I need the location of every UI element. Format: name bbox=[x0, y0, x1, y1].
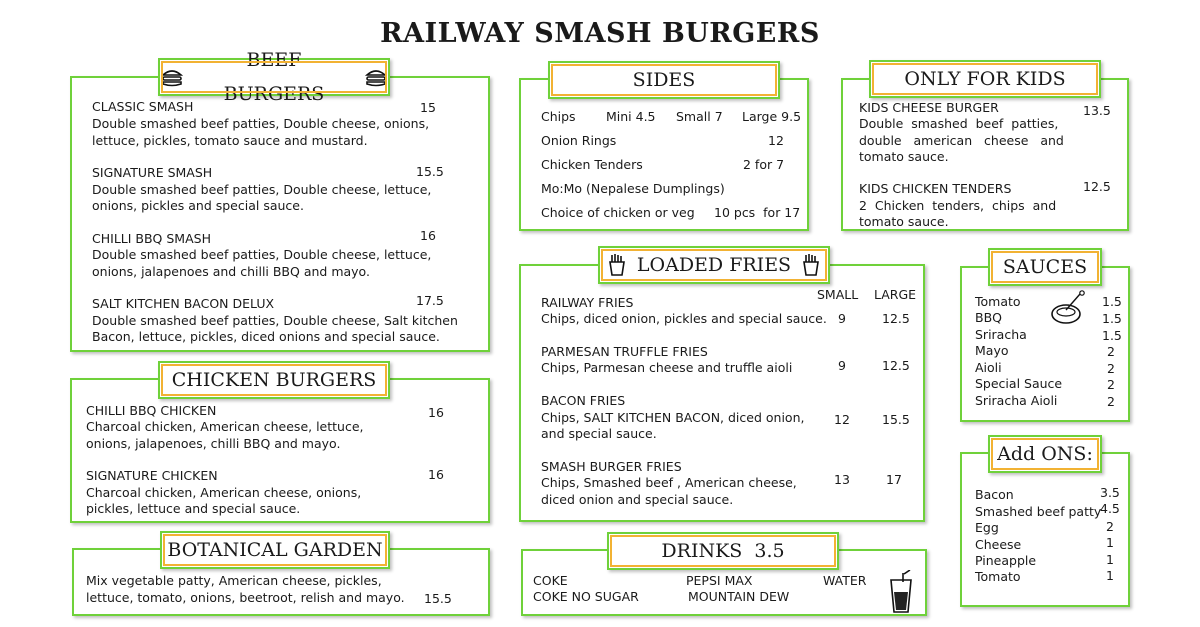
sauce-item: Sriracha bbox=[975, 327, 1027, 342]
burger-icon bbox=[160, 66, 184, 88]
addon-item: Tomato bbox=[975, 569, 1021, 584]
side-chips: Chips bbox=[541, 109, 576, 124]
side-chips-small: Small 7 bbox=[676, 109, 723, 124]
chicken-burgers-header bbox=[158, 361, 390, 399]
fries-small-price: 9 bbox=[838, 358, 846, 373]
menu-item-desc: tomato sauce. bbox=[859, 214, 949, 229]
drink-item: PEPSI MAX bbox=[686, 573, 753, 588]
side-chips-large: Large 9.5 bbox=[742, 109, 802, 124]
menu-item-name: CHILLI BBQ CHICKEN bbox=[86, 403, 217, 418]
menu-item-desc: onions, pickles and special sauce. bbox=[92, 198, 304, 213]
menu-item-name: PARMESAN TRUFFLE FRIES bbox=[541, 344, 708, 359]
menu-item-desc: Double smashed beef patties, Double cheese, Salt kitchen bbox=[92, 313, 458, 328]
menu-item-desc: lettuce, pickles, tomato sauce and mustard. bbox=[92, 133, 368, 148]
beef-burgers-title: BEEF BURGERS bbox=[223, 49, 325, 105]
addon-price: 2 bbox=[1106, 519, 1114, 534]
drink-item: WATER bbox=[823, 573, 867, 588]
sauce-price: 2 bbox=[1107, 394, 1115, 409]
fries-large-price: 12.5 bbox=[882, 358, 910, 373]
fries-col-small: SMALL bbox=[817, 287, 859, 302]
menu-item-desc: double american cheese and bbox=[859, 133, 1064, 148]
kids-header bbox=[869, 60, 1101, 98]
addon-price: 1 bbox=[1106, 568, 1114, 583]
menu-item-price: 15.5 bbox=[416, 164, 444, 179]
menu-item-desc: Chips, diced onion, pickles and special sauce. bbox=[541, 311, 827, 326]
sauce-item: Sriracha Aioli bbox=[975, 393, 1058, 408]
menu-item-desc: Chips, Smashed beef , American cheese, bbox=[541, 475, 797, 490]
side-chicken-tenders-price: 2 for 7 bbox=[743, 157, 785, 172]
side-onion-rings-price: 12 bbox=[768, 133, 784, 148]
fries-small-price: 13 bbox=[834, 472, 850, 487]
menu-item-price: 16 bbox=[428, 467, 444, 482]
fries-small-price: 9 bbox=[838, 311, 846, 326]
menu-item-desc: Chips, Parmesan cheese and truffle aioli bbox=[541, 360, 793, 375]
addon-item: Smashed beef patty bbox=[975, 504, 1102, 519]
sauce-price: 2 bbox=[1107, 377, 1115, 392]
menu-item-desc: diced onion and special sauce. bbox=[541, 492, 734, 507]
burger-icon bbox=[364, 66, 388, 88]
menu-item-desc: Chips, SALT KITCHEN BACON, diced onion, bbox=[541, 410, 805, 425]
fries-col-large: LARGE bbox=[874, 287, 917, 302]
menu-item-price: 13.5 bbox=[1083, 103, 1111, 118]
menu-item-name: BACON FRIES bbox=[541, 393, 626, 408]
menu-item-desc: Charcoal chicken, American cheese, lettuce, bbox=[86, 419, 364, 434]
addon-price: 1 bbox=[1106, 535, 1114, 550]
sauce-price: 1.5 bbox=[1102, 294, 1122, 309]
chicken-burgers-title: CHICKEN BURGERS bbox=[171, 369, 377, 391]
menu-item-desc: pickles, lettuce and special sauce. bbox=[86, 501, 301, 516]
sauces-header bbox=[988, 248, 1102, 286]
menu-item-desc: 2 Chicken tenders, chips and bbox=[859, 198, 1057, 213]
menu-item-name: CHILLI BBQ SMASH bbox=[92, 231, 211, 246]
menu-item-name: CLASSIC SMASH bbox=[92, 99, 194, 114]
menu-item-desc: onions, jalapenoes, chilli BBQ and mayo. bbox=[86, 436, 341, 451]
menu-item-price: 16 bbox=[428, 405, 444, 420]
sauce-price: 2 bbox=[1107, 361, 1115, 376]
beef-burgers-header bbox=[158, 49, 390, 105]
menu-item-name: KIDS CHICKEN TENDERS bbox=[859, 181, 1012, 196]
addon-price: 4.5 bbox=[1100, 501, 1120, 516]
sauce-item: Mayo bbox=[975, 343, 1009, 358]
fries-large-price: 15.5 bbox=[882, 412, 910, 427]
sauce-price: 2 bbox=[1107, 344, 1115, 359]
menu-item-price: 12.5 bbox=[1083, 179, 1111, 194]
side-chips-mini: Mini 4.5 bbox=[606, 109, 656, 124]
menu-title: RAILWAY SMASH BURGERS bbox=[380, 18, 820, 49]
botanical-garden-header bbox=[160, 531, 390, 569]
loaded-fries-header bbox=[598, 246, 830, 284]
side-onion-rings: Onion Rings bbox=[541, 133, 617, 148]
menu-item-name: SMASH BURGER FRIES bbox=[541, 459, 682, 474]
fries-icon bbox=[607, 253, 627, 277]
botanical-garden-title: BOTANICAL GARDEN bbox=[167, 539, 383, 561]
drink-item: MOUNTAIN DEW bbox=[688, 589, 790, 604]
drink-glass-icon bbox=[886, 570, 916, 614]
side-momo-choice: Choice of chicken or veg bbox=[541, 205, 695, 220]
fries-large-price: 17 bbox=[886, 472, 902, 487]
sauce-price: 1.5 bbox=[1102, 311, 1122, 326]
drink-item: COKE NO SUGAR bbox=[533, 589, 639, 604]
sauce-item: BBQ bbox=[975, 310, 1002, 325]
kids-title: ONLY FOR KIDS bbox=[904, 68, 1066, 90]
menu-item-price: 17.5 bbox=[416, 293, 444, 308]
fries-large-price: 12.5 bbox=[882, 311, 910, 326]
sides-header bbox=[548, 61, 780, 99]
menu-item-desc: Double smashed beef patties, Double cheese, onions, bbox=[92, 116, 430, 131]
menu-item-desc: Double smashed beef patties, Double cheese, lettuce, bbox=[92, 182, 432, 197]
sides-title: SIDES bbox=[632, 69, 696, 91]
sauce-item: Aioli bbox=[975, 360, 1002, 375]
menu-item-name: SALT KITCHEN BACON DELUX bbox=[92, 296, 275, 311]
sauce-price: 1.5 bbox=[1102, 328, 1122, 343]
menu-item-name: RAILWAY FRIES bbox=[541, 295, 634, 310]
menu-item-desc: Double smashed beef patties, Double cheese, lettuce, bbox=[92, 247, 432, 262]
fries-icon bbox=[801, 253, 821, 277]
menu-item-desc: onions, jalapenoes and chilli BBQ and mayo. bbox=[92, 264, 370, 279]
sauce-item: Tomato bbox=[975, 294, 1021, 309]
menu-item-desc: tomato sauce. bbox=[859, 149, 949, 164]
menu-item-price: 15.5 bbox=[424, 591, 452, 606]
menu-item-desc: Bacon, lettuce, pickles, diced onions and special sauce. bbox=[92, 329, 440, 344]
menu-item-desc: Charcoal chicken, American cheese, onions, bbox=[86, 485, 362, 500]
sauce-item: Special Sauce bbox=[975, 376, 1063, 391]
addon-item: Pineapple bbox=[975, 553, 1037, 568]
side-momo: Mo:Mo (Nepalese Dumplings) bbox=[541, 181, 725, 196]
drink-item: COKE bbox=[533, 573, 568, 588]
menu-item-name: SIGNATURE CHICKEN bbox=[86, 468, 218, 483]
fries-small-price: 12 bbox=[834, 412, 850, 427]
menu-item-desc: Double smashed beef patties, bbox=[859, 116, 1059, 131]
drinks-title: DRINKS 3.5 bbox=[661, 540, 785, 562]
addons-header bbox=[988, 435, 1102, 473]
side-chicken-tenders: Chicken Tenders bbox=[541, 157, 643, 172]
addon-price: 3.5 bbox=[1100, 485, 1120, 500]
menu-item-name: KIDS CHEESE BURGER bbox=[859, 100, 999, 115]
menu-item-price: 16 bbox=[420, 228, 436, 243]
addon-price: 1 bbox=[1106, 552, 1114, 567]
menu-item-price: 15 bbox=[420, 100, 436, 115]
sauces-title: SAUCES bbox=[1002, 256, 1088, 278]
drinks-header bbox=[607, 532, 839, 570]
menu-item-desc: and special sauce. bbox=[541, 426, 657, 441]
side-momo-price: 10 pcs for 17 bbox=[714, 205, 801, 220]
menu-item-desc: lettuce, tomato, onions, beetroot, relish and mayo. bbox=[86, 590, 405, 605]
addons-title: Add ONS: bbox=[997, 443, 1093, 465]
menu-item-name: SIGNATURE SMASH bbox=[92, 165, 213, 180]
addon-item: Egg bbox=[975, 520, 999, 535]
addon-item: Bacon bbox=[975, 487, 1014, 502]
addon-item: Cheese bbox=[975, 537, 1022, 552]
sauce-bowl-icon bbox=[1046, 290, 1090, 330]
loaded-fries-title: LOADED FRIES bbox=[636, 254, 792, 276]
menu-item-desc: Mix vegetable patty, American cheese, pickles, bbox=[86, 573, 382, 588]
